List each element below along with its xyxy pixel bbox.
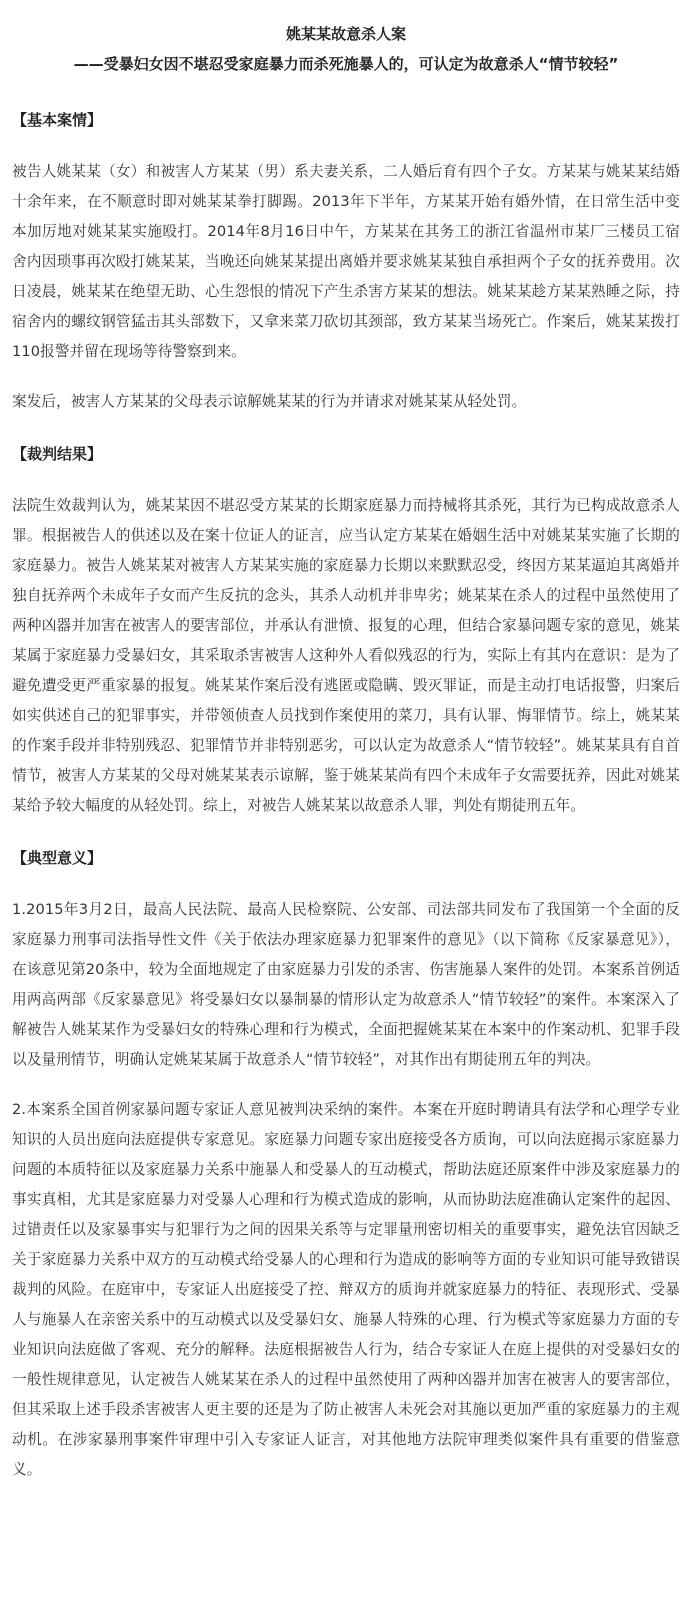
significance-paragraph-1: 1.2015年3月2日，最高人民法院、最高人民检察院、公安部、司法部共同发布了我国第一个全面的反家庭暴力刑事司法指导性文件《关于依法办理家庭暴力犯罪案件的意见》（以下简称《反家暴意见》），在该意见第20条中，较为全面地规定了由家庭暴力引发的杀害、伤害施暴人案件的处罚。本案系首例适用两高两部《反家暴意见》将受暴妇女以暴制暴的情形认定为故意杀人“情节较轻”的案件。本案深入了解被告人姚某某作为受暴妇女的特殊心理和行为模式，全面把握姚某某在本案中的作案动机、犯罪手段以及量刑情节，明确认定姚某某属于故意杀人“情节较轻”，对其作出有期徒刑五年的判决。 — [12, 901, 680, 1068]
article-subtitle: ——受暴妇女因不堪忍受家庭暴力而杀死施暴人的，可认定为故意杀人“情节较轻” — [73, 55, 619, 73]
basic-facts-paragraph-2: 案发后，被害人方某某的父母表示谅解姚某某的行为并请求对姚某某从轻处罚。 — [12, 393, 527, 410]
section-heading-significance: 【典型意义】 — [12, 849, 103, 867]
section-heading-judgment: 【裁判结果】 — [12, 445, 103, 463]
article-title: 姚某某故意杀人案 — [285, 25, 406, 43]
basic-facts-paragraph-1: 被告人姚某某（女）和被害人方某某（男）系夫妻关系，二人婚后育有四个子女。方某某与姚某某结婚十余年来，在不顺意时即对姚某某拳打脚踢。2013年下半年，方某某开始有婚外情，在日常生活中变本加厉地对姚某某实施殴打。2014年8月16日中午，方某某在其务工的浙江省温州市某厂三楼员工宿舍内因琐事再次殴打姚某某，当晚还向姚某某提出离婚并要求姚某某独自承担两个子女的抚养费用。次日凌晨，姚某某在绝望无助、心生怨恨的情况下产生杀害方某某的想法。姚某某趁方某某熟睡之际，持宿舍内的螺纹钢管猛击其头部数下，又拿来菜刀砍切其颈部，致方某某当场死亡。作案后，姚某某拨打110报警并留在现场等待警察到来。 — [12, 163, 680, 360]
significance-paragraph-2: 2.本案系全国首例家暴问题专家证人意见被判决采纳的案件。本案在开庭时聘请具有法学和心理学专业知识的人员出庭向法庭提供专家意见。家庭暴力问题专家出庭接受各方质询，可以向法庭揭示家庭暴力问题的本质特征以及家庭暴力关系中施暴人和受暴人的互动模式，帮助法庭还原案件中涉及家庭暴力的事实真相，尤其是家庭暴力对受暴人心理和行为模式造成的影响，从而协助法庭准确认定案件的起因、过错责任以及家暴事实与犯罪行为之间的因果关系等与定罪量刑密切相关的重要事实，避免法官因缺乏关于家庭暴力关系中双方的互动模式给受暴人的心理和行为造成的影响等方面的专业知识可能导致错误裁判的风险。在庭审中，专家证人出庭接受了控、辩双方的质询并就家庭暴力的特征、表现形式、受暴人与施暴人在亲密关系中的互动模式以及受暴妇女、施暴人特殊的心理、行为模式等家庭暴力方面的专业知识向法庭做了客观、充分的解释。法庭根据被告人行为，结合专家证人在庭上提供的对受暴妇女的一般性规律意见，认定被告人姚某某在杀人的过程中虽然使用了两种凶器并加害在被害人的要害部位，但其采取上述手段杀害被害人更主要的还是为了防止被害人未死会对其施以更加严重的家庭暴力的主观动机。在涉家暴刑事案件审理中引入专家证人证言，对其他地方法院审理类似案件具有重要的借鉴意义。 — [12, 1101, 680, 1478]
judgment-paragraph-1: 法院生效裁判认为，姚某某因不堪忍受方某某的长期家庭暴力而持械将其杀死，其行为已构成故意杀人罪。根据被告人的供述以及在案十位证人的证言，应当认定方某某在婚姻生活中对姚某某实施了长期的家庭暴力。被告人姚某某对被害人方某某实施的家庭暴力长期以来默默忍受，终因方某某逼迫其离婚并独自抚养两个未成年子女而产生反抗的念头，其杀人动机并非卑劣；姚某某在杀人的过程中虽然使用了两种凶器并加害在被害人的要害部位，并承认有泄愤、报复的心理，但结合家暴问题专家的意见，姚某某属于家庭暴力受暴妇女，其采取杀害被害人这种外人看似残忍的行为，实际上有其内在意识：是为了避免遭受更严重家暴的报复。姚某某作案后没有逃匿或隐瞒、毁灭罪证，而是主动打电话报警，归案后如实供述自己的犯罪事实，并带领侦查人员找到作案使用的菜刀，具有认罪、悔罪情节。综上，姚某某的作案手段并非特别残忍、犯罪情节并非特别恶劣，可以认定为故意杀人“情节较轻”。姚某某具有自首情节，被害人方某某的父母对姚某某表示谅解，鉴于姚某某尚有四个未成年子女需要抚养，因此对姚某某给予较大幅度的从轻处罚。综上，对被告人姚某某以故意杀人罪，判处有期徒刑五年。 — [12, 497, 680, 814]
section-heading-basic-facts: 【基本案情】 — [12, 111, 103, 129]
